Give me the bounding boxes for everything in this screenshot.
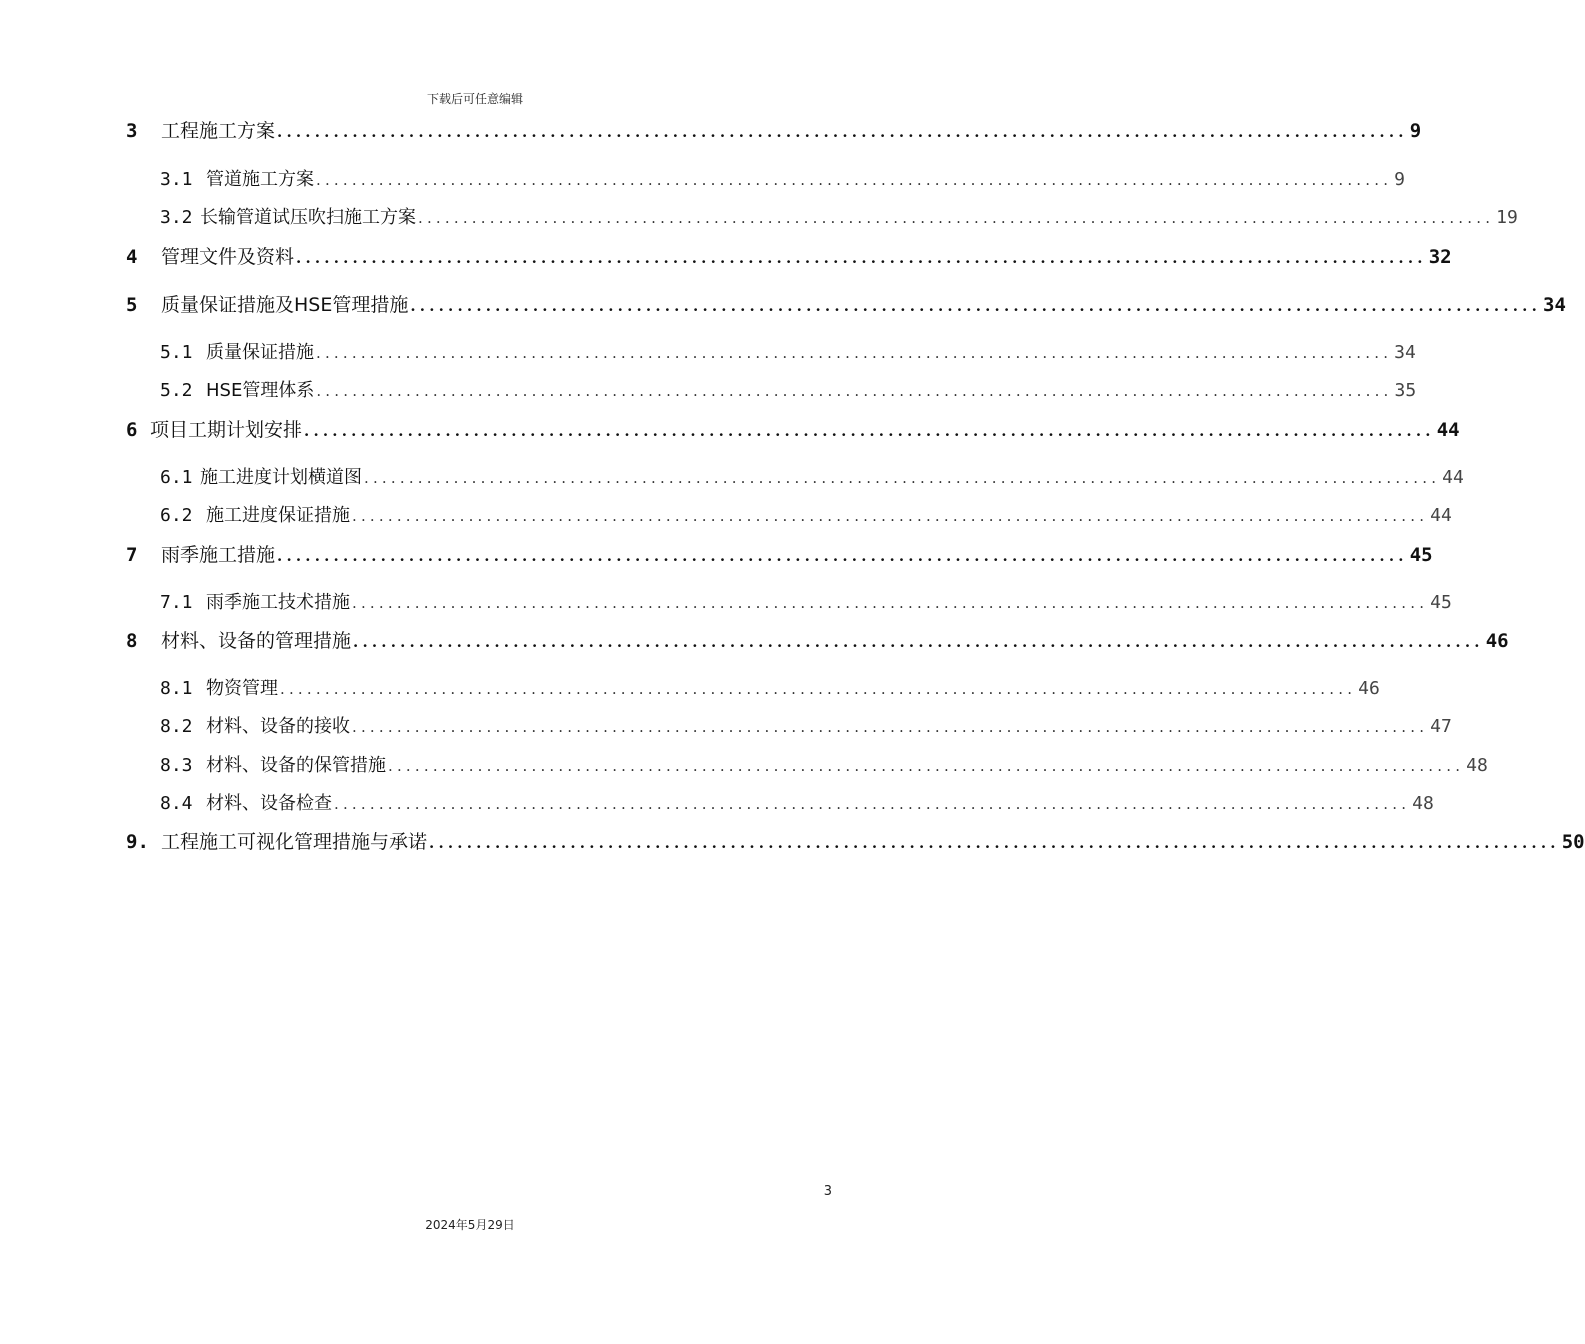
- toc-page: 48: [1466, 755, 1488, 776]
- toc-title: 材料、设备检查: [206, 793, 332, 814]
- toc-leader: ........................................................................................................................: [277, 123, 1408, 141]
- toc-number: 7: [126, 544, 138, 566]
- toc-title: 项目工期计划安排: [150, 419, 303, 441]
- toc-entry[interactable]: [126, 242, 1452, 269]
- toc-title: 工程施工方案: [161, 120, 276, 142]
- page-number: 3: [823, 1184, 832, 1199]
- toc-entry[interactable]: [126, 463, 1464, 489]
- page-header: 下载后可任意编辑: [426, 92, 523, 106]
- toc-leader: ........................................................................................................................: [410, 297, 1542, 315]
- toc-title: 材料、设备的管理措施: [161, 630, 352, 652]
- toc-title: 长输管道试压吹扫施工方案: [200, 207, 416, 228]
- toc-page: 44: [1442, 467, 1464, 488]
- toc-entry[interactable]: [126, 415, 1460, 442]
- toc-number: 5.2: [160, 380, 193, 401]
- toc-number: 8.2: [160, 716, 193, 737]
- toc-title: 施工进度保证措施: [206, 505, 350, 526]
- toc-title: 材料、设备的接收: [206, 716, 350, 737]
- toc-page: 9: [1409, 120, 1422, 142]
- toc-entry[interactable]: [126, 338, 1416, 364]
- toc-number: 8.1: [160, 678, 193, 699]
- toc-number: 3.2: [160, 207, 193, 228]
- toc-entry[interactable]: [126, 165, 1406, 191]
- toc-entry[interactable]: [126, 116, 1422, 143]
- toc-leader: ........................................................................................................................: [418, 209, 1495, 227]
- toc-leader: ........................................................................................................................: [388, 757, 1465, 775]
- toc-leader: ........................................................................................................................: [352, 594, 1429, 612]
- toc-entry[interactable]: [126, 588, 1452, 614]
- toc-title: 雨季施工技术措施: [206, 592, 350, 613]
- toc-number: 8: [126, 630, 138, 652]
- toc-number: 4: [126, 246, 138, 268]
- toc-entry[interactable]: [126, 501, 1452, 527]
- toc-page: 34: [1394, 342, 1416, 363]
- toc-page: 46: [1485, 630, 1509, 652]
- toc-page: 48: [1412, 793, 1434, 814]
- toc-page: 44: [1430, 505, 1452, 526]
- toc-number: 5: [126, 294, 138, 316]
- toc-leader: ........................................................................................................................: [316, 382, 1393, 400]
- toc-leader: ........................................................................................................................: [304, 422, 1435, 440]
- toc-page: 45: [1430, 592, 1452, 613]
- toc-leader: ........................................................................................................................: [353, 633, 1484, 651]
- toc-leader: ........................................................................................................................: [334, 795, 1411, 813]
- toc-entry[interactable]: [126, 789, 1434, 815]
- toc-leader: ........................................................................................................................: [352, 718, 1429, 736]
- toc-page: 44: [1436, 419, 1460, 441]
- toc-number: 3: [126, 120, 138, 142]
- toc-page: 50: [1561, 831, 1585, 853]
- toc-title: 雨季施工措施: [161, 544, 276, 566]
- toc-number: 3.1: [160, 169, 193, 190]
- toc-number: 6.2: [160, 505, 193, 526]
- toc-leader: ........................................................................................................................: [364, 469, 1441, 487]
- toc-page: 45: [1409, 544, 1433, 566]
- toc-title: 质量保证措施及HSE管理措施: [161, 294, 409, 316]
- toc-leader: ........................................................................................................................: [429, 834, 1560, 852]
- toc-number: 9.: [126, 831, 149, 853]
- toc-page: 34: [1543, 294, 1566, 316]
- toc-number: 8.4: [160, 793, 193, 814]
- toc-leader: ........................................................................................................................: [316, 171, 1393, 189]
- toc-title: 物资管理: [206, 678, 278, 699]
- toc-leader: ........................................................................................................................: [277, 547, 1408, 565]
- toc-entry[interactable]: [126, 751, 1488, 777]
- toc-entry[interactable]: [126, 376, 1417, 402]
- toc-number: 6: [126, 419, 138, 441]
- toc-title: 管理文件及资料: [161, 246, 295, 268]
- toc-leader: ........................................................................................................................: [296, 249, 1427, 267]
- toc-entry[interactable]: [126, 712, 1452, 738]
- toc-title: 工程施工可视化管理措施与承诺: [161, 831, 428, 853]
- toc-number: 5.1: [160, 342, 193, 363]
- toc-entry[interactable]: [126, 203, 1518, 229]
- toc-number: 8.3: [160, 755, 193, 776]
- toc-page: 9: [1394, 169, 1406, 190]
- toc-page: 46: [1358, 678, 1380, 699]
- toc-page: 19: [1496, 207, 1518, 228]
- toc-entry[interactable]: [126, 827, 1585, 854]
- toc-entry[interactable]: [126, 674, 1380, 700]
- toc-leader: ........................................................................................................................: [280, 680, 1357, 698]
- toc-number: 6.1: [160, 467, 193, 488]
- toc-title: 管道施工方案: [206, 169, 314, 190]
- toc-title: HSE管理体系: [206, 380, 315, 401]
- toc-entry[interactable]: [126, 626, 1509, 653]
- toc-page: 32: [1428, 246, 1452, 268]
- toc-title: 质量保证措施: [206, 342, 314, 363]
- toc-page: 47: [1430, 716, 1452, 737]
- toc-title: 材料、设备的保管措施: [206, 755, 386, 776]
- page-footer-date: 2024年5月29日: [425, 1218, 515, 1232]
- toc-leader: ........................................................................................................................: [352, 507, 1429, 525]
- toc-entry[interactable]: [126, 290, 1566, 317]
- toc-number: 7.1: [160, 592, 193, 613]
- toc-title: 施工进度计划横道图: [200, 467, 362, 488]
- toc-leader: ........................................................................................................................: [316, 344, 1393, 362]
- toc-entry[interactable]: [126, 540, 1433, 567]
- toc-page: 35: [1394, 380, 1417, 401]
